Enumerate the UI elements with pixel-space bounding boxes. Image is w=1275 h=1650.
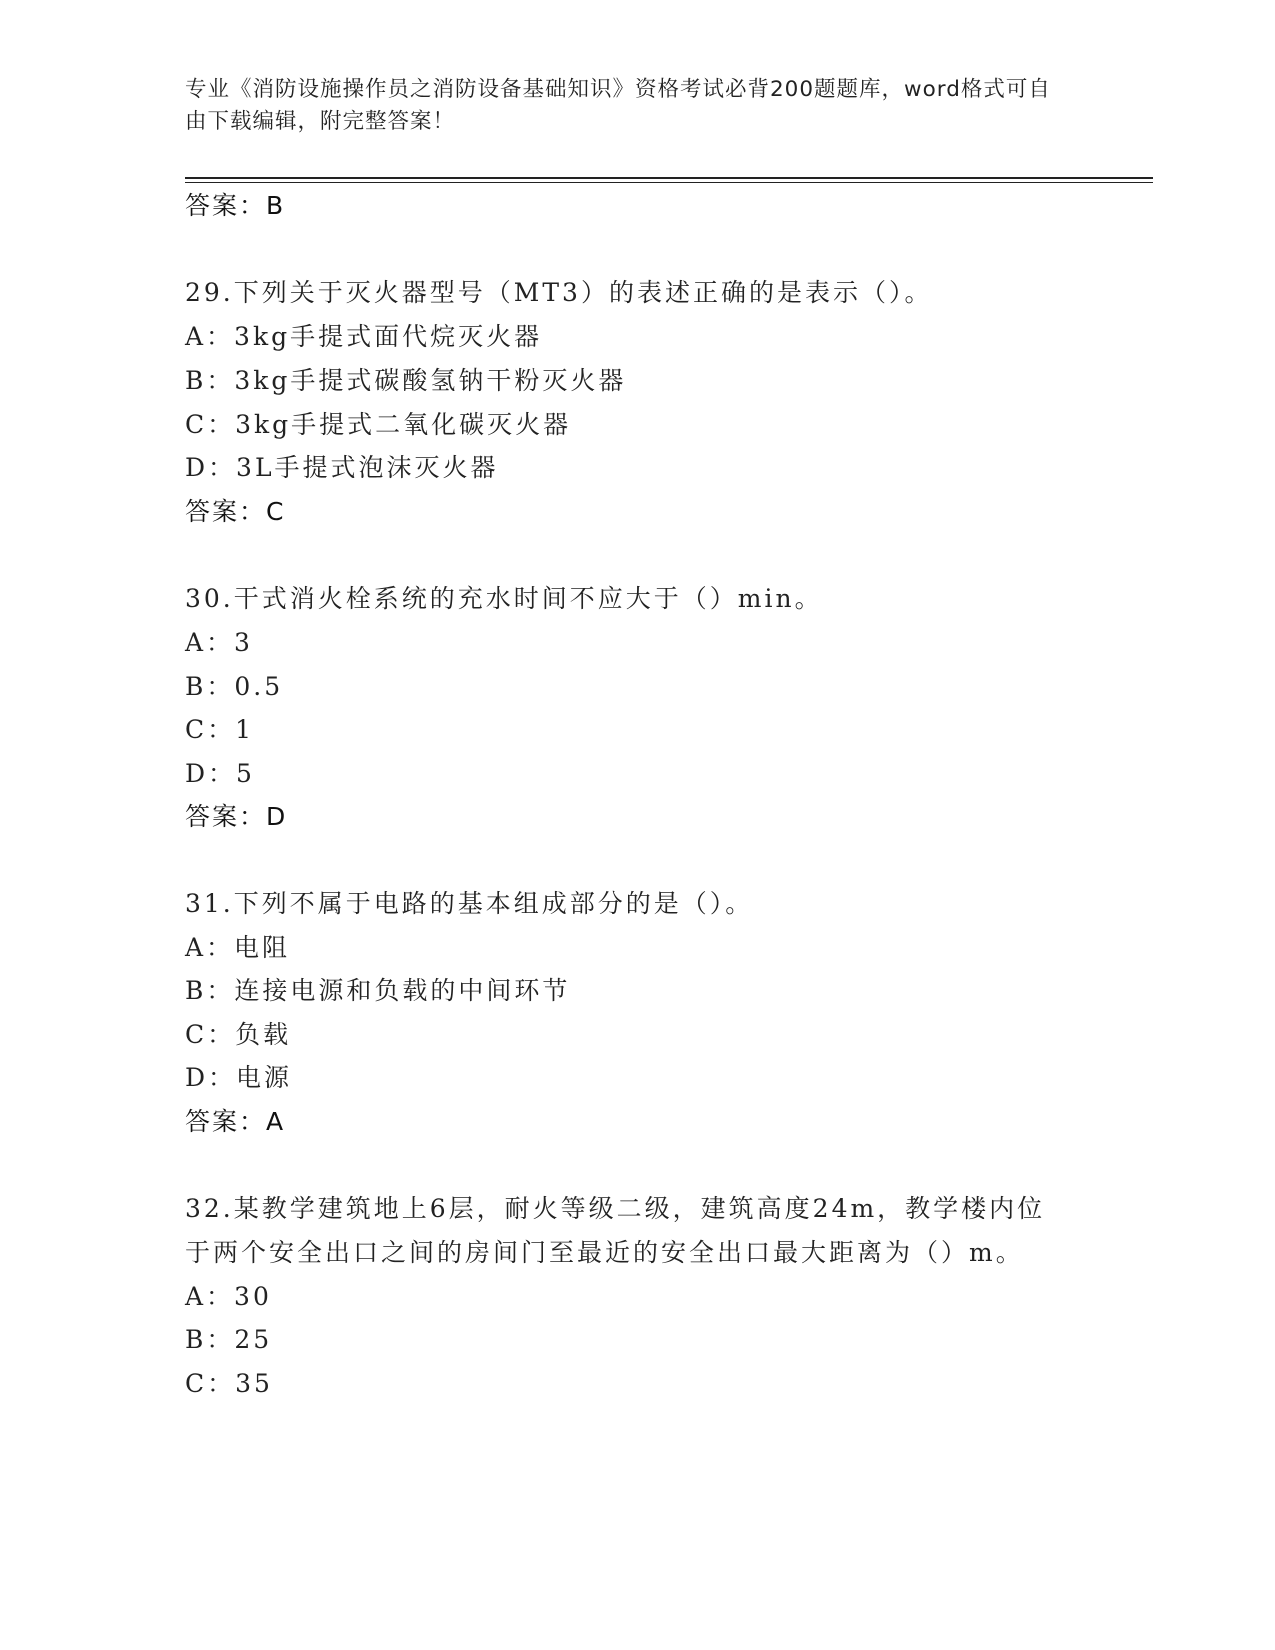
answer-previous-question: 答案：B — [185, 191, 286, 220]
question-31-option-d: D：电源 — [185, 1063, 293, 1092]
question-31-answer: 答案：A — [185, 1107, 286, 1136]
question-29-option-d: D：3L手提式泡沫灭火器 — [185, 453, 499, 482]
question-29-option-a: A：3kg手提式面代烷灭火器 — [185, 322, 543, 351]
question-30-option-c: C：1 — [185, 715, 255, 744]
question-30-stem: 30.干式消火栓系统的充水时间不应大于（）min。 — [185, 584, 823, 613]
question-29-answer: 答案：C — [185, 497, 286, 526]
header-divider — [185, 177, 1153, 183]
question-32-option-b: B：25 — [185, 1325, 273, 1354]
question-30-option-a: A：3 — [185, 628, 253, 657]
question-31-stem: 31.下列不属于电路的基本组成部分的是（）。 — [185, 889, 754, 918]
question-32-stem-line-2: 于两个安全出口之间的房间门至最近的安全出口最大距离为（）m。 — [185, 1238, 1024, 1267]
question-29-option-b: B：3kg手提式碳酸氢钠干粉灭火器 — [185, 366, 627, 395]
question-30-option-d: D：5 — [185, 759, 255, 788]
question-29-option-c: C：3kg手提式二氧化碳灭火器 — [185, 410, 572, 439]
question-32-stem-line-1: 32.某教学建筑地上6层，耐火等级二级，建筑高度24m，教学楼内位 — [185, 1194, 1046, 1223]
question-31-option-b: B：连接电源和负载的中间环节 — [185, 976, 571, 1005]
question-32-option-c: C：35 — [185, 1369, 273, 1398]
question-31-option-c: C：负载 — [185, 1020, 292, 1049]
question-29-stem: 29.下列关于灭火器型号（MT3）的表述正确的是表示（）。 — [185, 278, 933, 307]
question-30-option-b: B：0.5 — [185, 672, 284, 701]
question-32-option-a: A：30 — [185, 1282, 272, 1311]
document-header: 专业《消防设施操作员之消防设备基础知识》资格考试必背200题题库，word格式可自由下载编辑，附完整答案！ — [185, 77, 1051, 134]
question-31-option-a: A：电阻 — [185, 933, 291, 962]
question-30-answer: 答案：D — [185, 802, 288, 831]
